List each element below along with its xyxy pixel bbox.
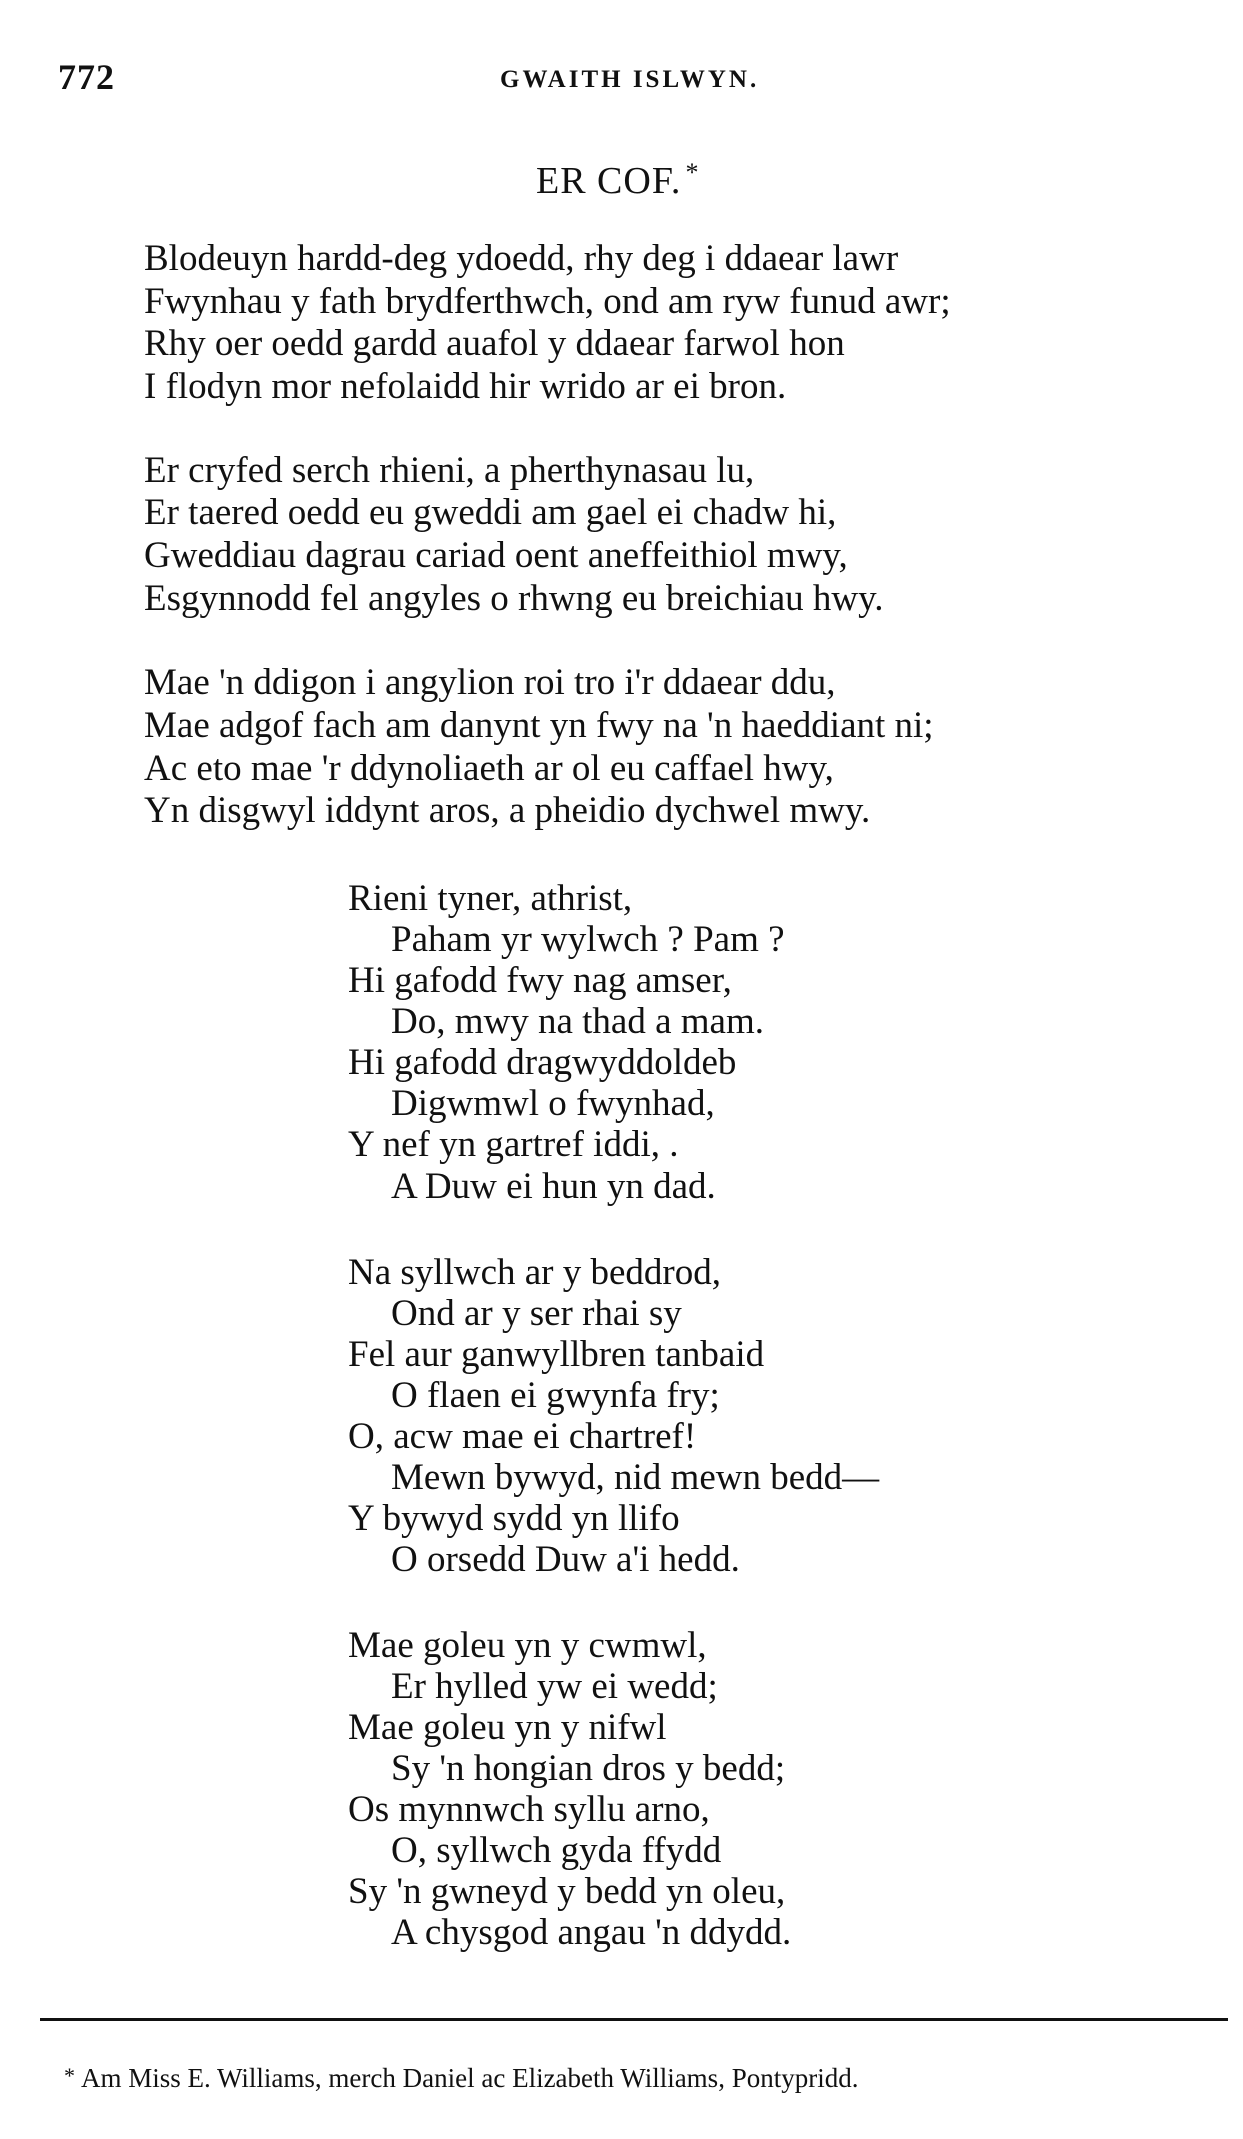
poem-line: Na syllwch ar y beddrod, — [348, 1252, 721, 1293]
page-number: 772 — [58, 57, 115, 97]
poem-line: Er hylled yw ei wedd; — [391, 1666, 718, 1707]
poem-line: Y nef yn gartref iddi, . — [348, 1124, 679, 1165]
poem-line: Digwmwl o fwynhad, — [391, 1083, 715, 1124]
footnote — [64, 2063, 858, 2094]
poem-line: Yn disgwyl iddynt aros, a pheidio dychwel mwy. — [144, 790, 871, 831]
poem-line: Sy 'n gwneyd y bedd yn oleu, — [348, 1871, 786, 1912]
poem-line: I flodyn mor nefolaidd hir wrido ar ei bron. — [144, 366, 787, 407]
poem-line: Rhy oer oedd gardd auafol y ddaear farwol hon — [144, 323, 845, 364]
poem-line: Do, mwy na thad a mam. — [391, 1001, 764, 1042]
poem-line: Er cryfed serch rhieni, a pherthynasau lu, — [144, 450, 755, 491]
poem-line: O orsedd Duw a'i hedd. — [391, 1539, 740, 1580]
poem-line: Er taered oedd eu gweddi am gael ei chadw hi, — [144, 492, 837, 533]
poem-line: Fel aur ganwyllbren tanbaid — [348, 1334, 765, 1375]
footnote-reference-mark: * — [685, 158, 700, 187]
poem-line: Mae goleu yn y nifwl — [348, 1707, 667, 1748]
poem-line: Paham yr wylwch ? Pam ? — [391, 919, 785, 960]
poem-line: Blodeuyn hardd-deg ydoedd, rhy deg i ddaear lawr — [144, 238, 899, 279]
poem-line: Os mynnwch syllu arno, — [348, 1789, 710, 1830]
poem-title-text: ER COF. — [536, 160, 682, 202]
footnote-text: Am Miss E. Williams, merch Daniel ac Elizabeth Williams, Pontypridd. — [81, 2063, 859, 2093]
poem-line: Mae 'n ddigon i angylion roi tro i'r ddaear ddu, — [144, 662, 836, 703]
poem-line: O, acw mae ei chartref! — [348, 1416, 697, 1457]
running-title: GWAITH ISLWYN. — [500, 66, 760, 93]
poem-line: Fwynhau y fath brydferthwch, ond am ryw funud awr; — [144, 281, 951, 322]
footnote-mark: * — [64, 2063, 75, 2088]
poem-line: Sy 'n hongian dros y bedd; — [391, 1748, 786, 1789]
footnote-divider — [40, 2018, 1228, 2021]
poem-line: Gweddiau dagrau cariad oent aneffeithiol mwy, — [144, 535, 848, 576]
poem-line: Mewn bywyd, nid mewn bedd— — [391, 1457, 880, 1498]
poem-line: Ond ar y ser rhai sy — [391, 1293, 682, 1334]
poem-line: O flaen ei gwynfa fry; — [391, 1375, 720, 1416]
poem-line: A Duw ei hun yn dad. — [391, 1166, 716, 1207]
poem-line: Mae adgof fach am danynt yn fwy na 'n haeddiant ni; — [144, 705, 934, 746]
poem-line: Mae goleu yn y cwmwl, — [348, 1625, 707, 1666]
poem-line: Esgynnodd fel angyles o rhwng eu breichiau hwy. — [144, 578, 884, 619]
poem-title — [536, 158, 699, 203]
poem-line: Y bywyd sydd yn llifo — [348, 1498, 680, 1539]
poem-line: Hi gafodd dragwyddoldeb — [348, 1042, 737, 1083]
poem-line: O, syllwch gyda ffydd — [391, 1830, 722, 1871]
poem-line: Hi gafodd fwy nag amser, — [348, 960, 732, 1001]
poem-line: Ac eto mae 'r ddynoliaeth ar ol eu caffael hwy, — [144, 748, 834, 789]
poem-line: Rieni tyner, athrist, — [348, 878, 633, 919]
poem-line: A chysgod angau 'n ddydd. — [391, 1912, 792, 1953]
